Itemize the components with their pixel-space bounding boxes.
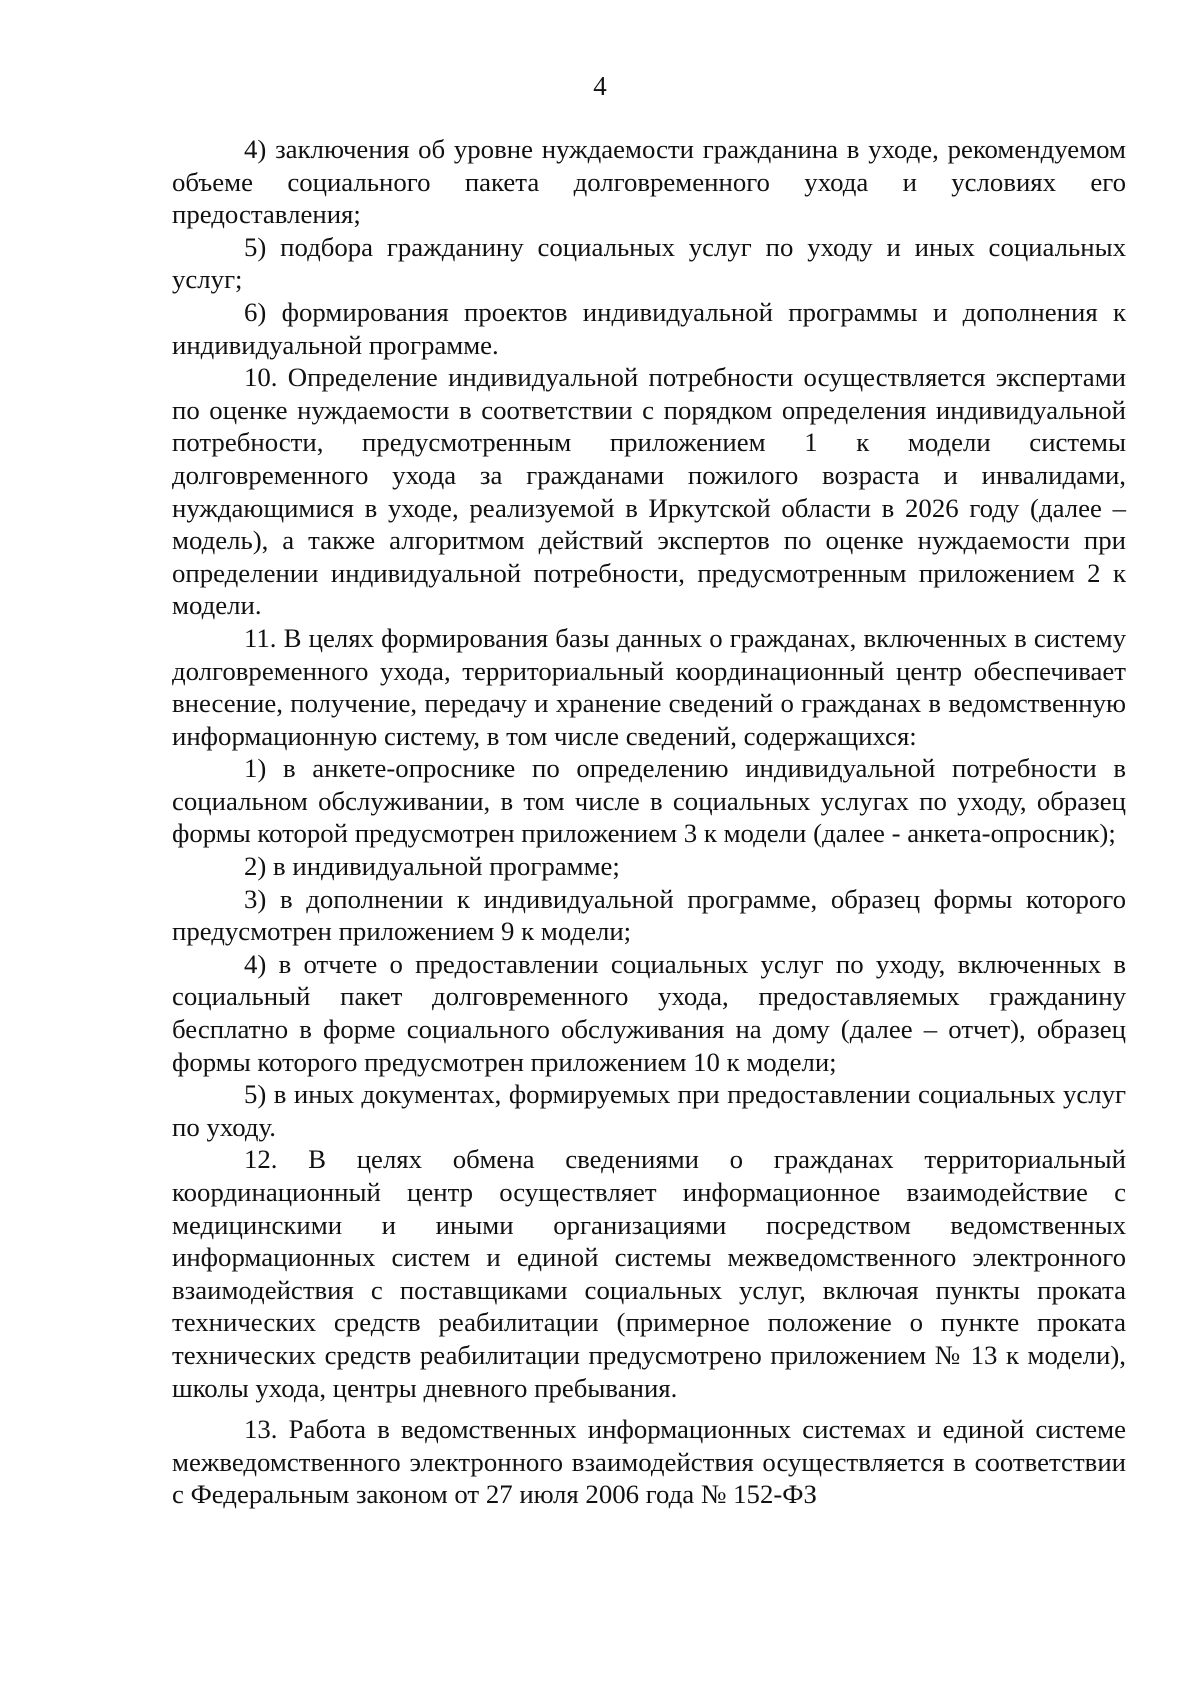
paragraph-clause-11: 11. В целях формирования базы данных о гражданах, включенных в систему долговременного ухода, территориальный координационный центр обеспечивает внесение, получение, передачу и хранение сведений о гражданах в ведомственную информационную систему, в том числе сведений, содержащихся: <box>172 622 1126 751</box>
page-number: 4 <box>593 71 607 101</box>
paragraph-clause-12: 12. В целях обмена сведениями о гражданах территориальный координационный центр осуществляет информационное взаимодействие с медицинскими и иными организациями посредством ведомственных информационных систем и единой системы межведомственного электронного взаимодействия с поставщиками социальных услуг, включая пункты проката технических средств реабилитации (примерное положение о пункте проката технических средств реабилитации предусмотрено приложением № 13 к модели), школы ухода, центры дневного пребывания. <box>172 1144 1126 1403</box>
paragraph-clause-10: 10. Определение индивидуальной потребности осуществляется экспертами по оценке нуждаемости в соответствии с порядком определения индивидуальной потребности, предусмотренным приложением 1 к модели системы долговременного ухода за гражданами пожилого возраста и инвалидами, нуждающимися в уходе, реализуемой в Иркутской области в 2026 году (далее – модель), а также алгоритмом действий экспертов по оценке нуждаемости при определении индивидуальной потребности, предусмотренным приложением 2 к модели. <box>172 362 1126 621</box>
paragraph-questionnaire-item-1: 1) в анкете-опроснике по определению индивидуальной потребности в социальном обслуживании, в том числе в социальных услугах по уходу, образец формы которой предусмотрен приложением 3 к модели (далее - анкета-опросник); <box>172 753 1126 849</box>
paragraph-individual-program-item-2: 2) в индивидуальной программе; <box>244 851 620 882</box>
paragraph-program-supplement-item-3: 3) в дополнении к индивидуальной программе, образец формы которого предусмотрен приложением 9 к модели; <box>172 883 1126 947</box>
paragraph-conclusion-item-4: 4) заключения об уровне нуждаемости гражданина в уходе, рекомендуемом объеме социального пакета долговременного ухода и условиях его предоставления; <box>172 134 1126 230</box>
paragraph-clause-13: 13. Работа в ведомственных информационных системах и единой системе межведомственного электронного взаимодействия осуществляется в соответствии с Федеральным законом от 27 июля 2006 года № 152-ФЗ <box>172 1414 1126 1510</box>
document-body <box>172 133 1126 1511</box>
paragraph-report-item-4: 4) в отчете о предоставлении социальных услуг по уходу, включенных в социальный пакет долговременного ухода, предоставляемых гражданину бесплатно в форме социального обслуживания на дому (далее – отчет), образец формы которого предусмотрен приложением 10 к модели; <box>172 948 1126 1077</box>
paragraph-services-selection-item-5: 5) подбора гражданину социальных услуг по уходу и иных социальных услуг; <box>172 231 1126 295</box>
paragraph-program-drafts-item-6: 6) формирования проектов индивидуальной программы и дополнения к индивидуальной программе. <box>172 296 1126 360</box>
paragraph-other-documents-item-5: 5) в иных документах, формируемых при предоставлении социальных услуг по уходу. <box>172 1079 1126 1142</box>
